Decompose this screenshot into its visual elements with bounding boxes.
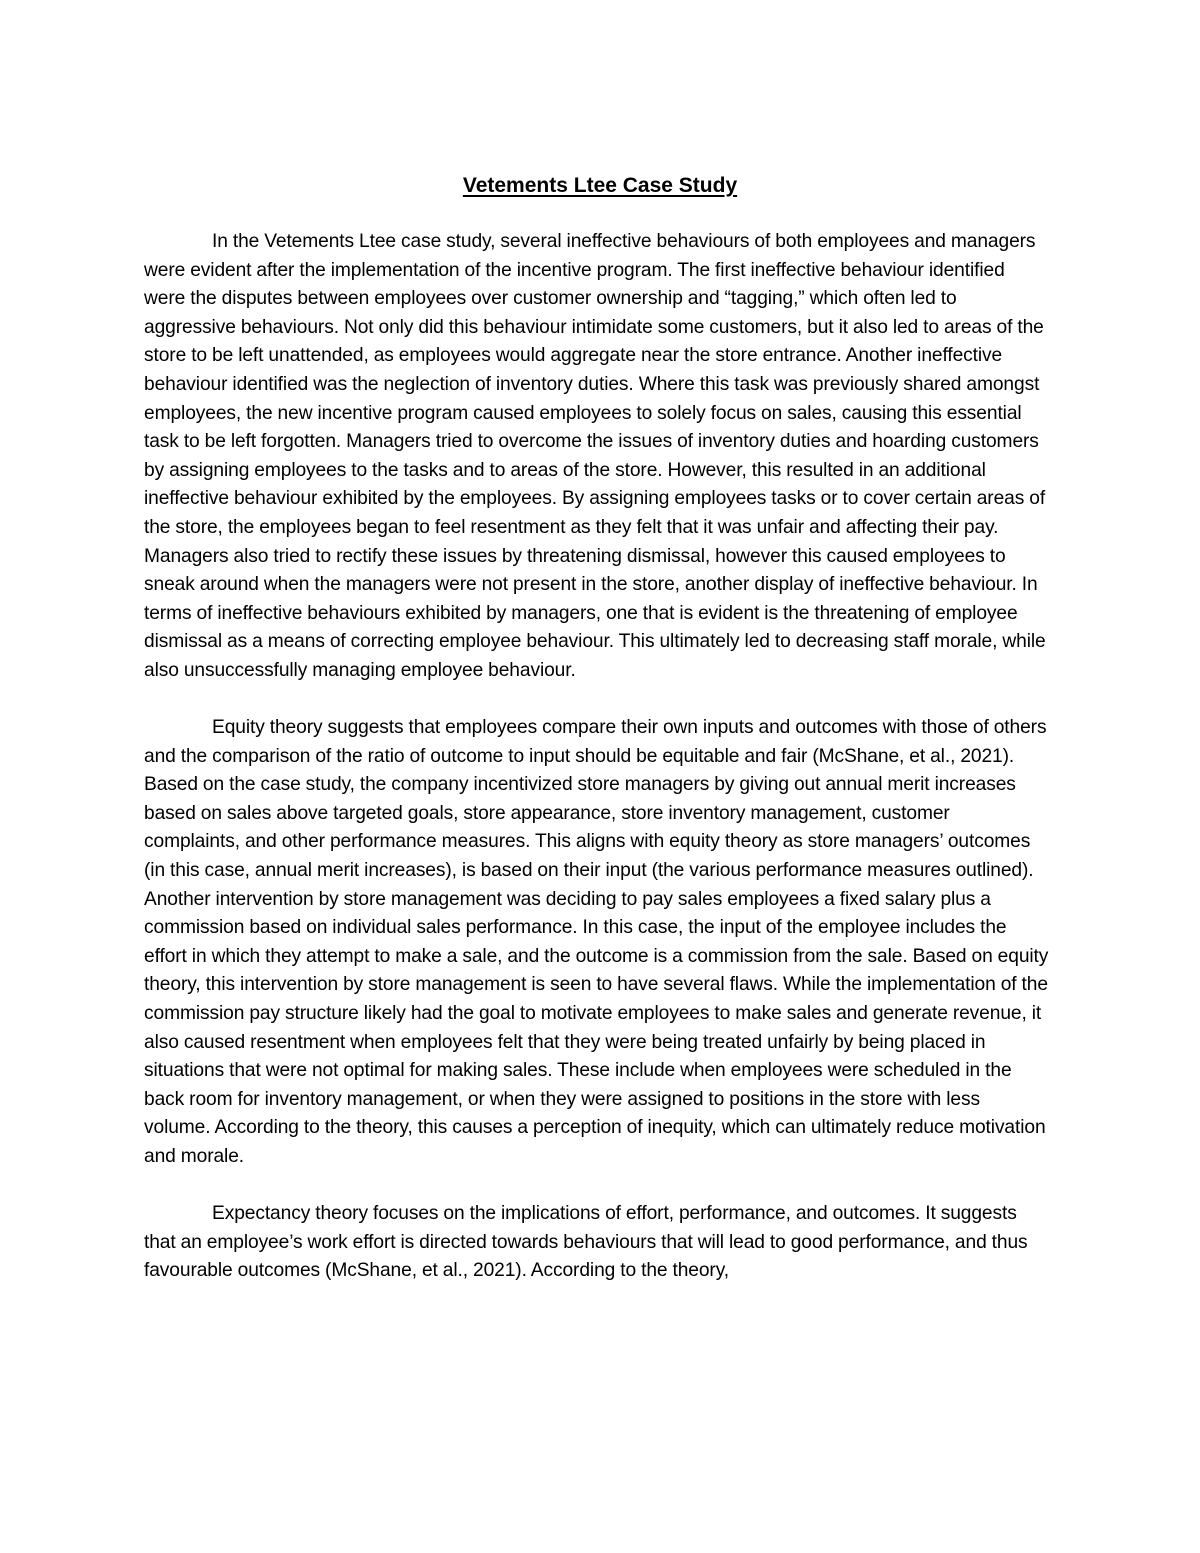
paragraph-equity-theory: Equity theory suggests that employees compare their own inputs and outcomes with those of others and the comparison of the ratio of outcome to input should be equitable and fair (McShane, et al., 2021). Based on the case study, the company incentivized store managers by giving out annual merit increases based on sales above targeted goals, store appearance, store inventory management, customer complaints, and other performance measures. This aligns with equity theory as store managers’ outcomes (in this case, annual merit increases), is based on their input (the various performance measures outlined). Another intervention by store management was deciding to pay sales employees a fixed salary plus a commission based on individual sales performance. In this case, the input of the employee includes the effort in which they attempt to make a sale, and the outcome is a commission from the sale. Based on equity theory, this intervention by store management is seen to have several flaws. While the implementation of the commission pay structure likely had the goal to motivate employees to make sales and generate revenue, it also caused resentment when employees felt that they were being treated unfairly by being placed in situations that were not optimal for making sales. These include when employees were scheduled in the back room for inventory management, or when they were assigned to positions in the store with less volume. According to the theory, this causes a perception of inequity, which can ultimately reduce motivation and morale. [144,717,1049,1167]
paragraph-behaviours: In the Vetements Ltee case study, several ineffective behaviours of both employees and managers were evident after the implementation of the incentive program. The first ineffective behaviour identified were the disputes between employees over customer ownership and “tagging,” which often led to aggressive behaviours. Not only did this behaviour intimidate some customers, but it also led to areas of the store to be left unattended, as employees would aggregate near the store entrance. Another ineffective behaviour identified was the neglection of inventory duties. Where this task was previously shared amongst employees, the new incentive program caused employees to solely focus on sales, causing this essential task to be left forgotten. Managers tried to overcome the issues of inventory duties and hoarding customers by assigning employees to the tasks and to areas of the store. However, this resulted in an additional ineffective behaviour exhibited by the employees. By assigning employees tasks or to cover certain areas of the store, the employees began to feel resentment as they felt that it was unfair and affecting their pay. Managers also tried to rectify these issues by threatening dismissal, however this caused employees to sneak around when the managers were not present in the store, another display of ineffective behaviour. In terms of ineffective behaviours exhibited by managers, one that is evident is the threatening of employee dismissal as a means of correcting employee behaviour. This ultimately led to decreasing staff morale, while also unsuccessfully managing employee behaviour. [144,231,1046,681]
document-body [144,228,1050,1315]
document-title: Vetements Ltee Case Study [462,174,738,197]
paragraph-expectancy-theory: Expectancy theory focuses on the implications of effort, performance, and outcomes. It suggests that an employee’s work effort is directed towards behaviours that will lead to good performance, and thus favourable outcomes (McShane, et al., 2021). According to the theory, [144,1203,1028,1282]
